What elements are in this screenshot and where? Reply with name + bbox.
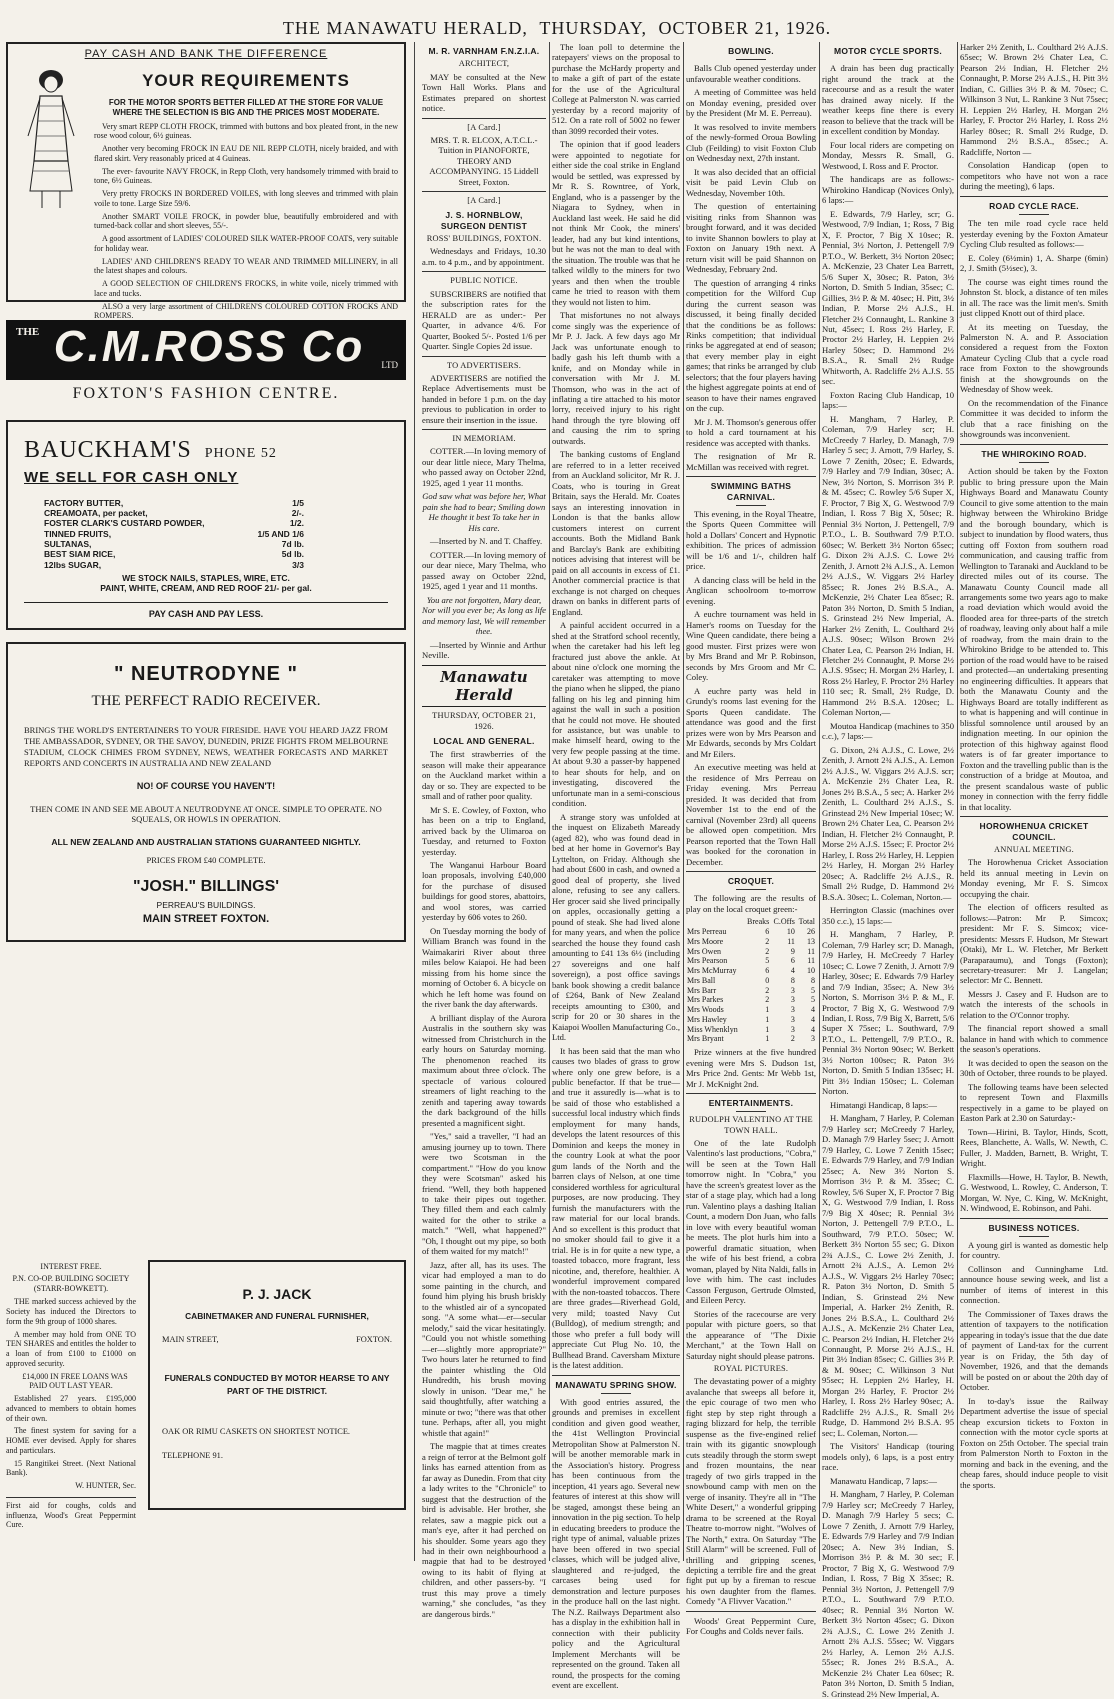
table-cell: 4 <box>811 1005 815 1015</box>
article-paragraph: A meeting of Committee was held on Monday evening, presided over by the President (Mr M. E. Perreau). <box>686 87 816 119</box>
column-rule <box>683 42 684 1561</box>
table-row <box>686 937 816 947</box>
table-cell: 3 <box>790 1005 795 1015</box>
bauckham-footer: PAY CASH AND PAY LESS. <box>148 608 264 619</box>
bauckham-staples: WE STOCK NAILS, STAPLES, WIRE, ETC. <box>122 573 290 584</box>
ross-the: THE <box>16 326 40 338</box>
cricket-subheading: ANNUAL MEETING. <box>994 844 1074 854</box>
table-cell: 10 <box>807 966 815 976</box>
table-cell: 9 <box>790 946 795 956</box>
bs-text: A member may hold from ONE TO TEN SHARES and entitles the holder to a loan of from £100 to £1000 on approved security. <box>6 1329 136 1368</box>
article-paragraph: The first strawberries of the season will make their appearance on the Auckland market within a day or so. They are expected to be small and of rather poor quality. <box>422 749 546 802</box>
neutrodyne-subtitle: THE PERFECT RADIO RECEIVER. <box>91 693 321 710</box>
article-paragraph: An executive meeting was held at the residence of Mrs Perreau on Friday evening. Mrs Perreau presided. It was decided that from November 1st to the end of the carnival (November 23rd) all queens be allowed open competition. Mrs Pearson reported that the Town Hall was booked for the coronation in December. <box>686 762 816 867</box>
memoriam-text: COTTER.—In loving memory of our dear niece, Mary Thelma, who passed away on October 22nd, 1925, aged 1 year and 11 months. <box>422 549 546 592</box>
card-label: [A Card.] <box>467 196 501 206</box>
cricket-heading: HOROWHENUA CRICKET COUNCIL. <box>979 821 1089 842</box>
article-paragraph: This evening, in the Royal Theatre, the Sports Queen Committee will hold a Dollars' Concert and Hypnotic exhibition. The prices of admission will be 1/6 and 1/-, children half price. <box>686 509 816 572</box>
table-cell: Mrs Owen <box>687 946 721 956</box>
article-paragraph: It was resolved to invite members of the newly-formed Oroua Bowling Club (Feilding) to visit Foxton Club on Wednesday next, 27th instant. <box>686 121 816 164</box>
bs-head: INTEREST FREE. <box>40 1262 102 1271</box>
table-cell: 1 <box>765 1034 770 1044</box>
bs-secretary: W. HUNTER, Sec. <box>75 1481 136 1490</box>
article-paragraph: H. Mangham, 7 Harley, P. Coleman, 7/9 Harley scr; H. McCreedy 7 Harley, D. Managh, 7/9 Harley 5 sec; J. Arnott, 7/9 Harley, S. Lowe 7 Zenith, 20sec; E. Edwards, 7/9 Harley and 7/9 Indian, 30sec; A. New, 3½ Norton, S. Morrison 3½ P. & M. 45sec; C. Rowley 5/6 Super X, F. Proctor, 7 Big X, G. Westwood 7/9 Indian, I. Ross 7 Big X, 50sec; R. Pennial 3½ Norton, J. Pettengell, 7/9 P.T.O., L. B. Southward 7/9 P.T.O. 60sec; W. Berkett 3½ Norton 65sec; G. Dixon 2¾ A.J.S. C. Lowe 2½ Zenith, J. Arnott 2¾ A.J.S., A. Lemon 2½ A.J.S., W. Viggars 2½ Harley 85sec; R. Jones 2½ B.S.A., A. McKenzie, 2½ Chater Lea 85sec; R. Paton 3½ Norton, D. Smith 5 Indian, S. Grinstead 2½ New Imperial, A. Harker 2½ Zenith, L. Coulthard 2½ A.J.S. 90sec; Wilson Brown 2½ Chater Lea, C. Pearson 2½ Indian, H. Fletcher 2½ Connaught, P. Morse 2½ A.J.S. 95sec; H. Morgan 2½ Harley, I. Ross 2½ Harley, F. Proctor 2½ Harley 110 sec; R. Small, 2½ Rudge, D. Hammond 2½ B.S.A. 120sec; L. Coleman Norton,— <box>822 413 954 718</box>
column-rule <box>549 42 550 1561</box>
jack-trade: CABINETMAKER AND FUNERAL FURNISHER, <box>185 1311 369 1322</box>
article-paragraph: Balls Club opened yesterday under unfavourable weather conditions. <box>686 63 816 84</box>
article-paragraph: It was also decided that an official visit be paid Levin Club on Wednesday, November 10th. <box>686 166 816 198</box>
jack-address <box>162 1335 392 1345</box>
table-row <box>686 1015 816 1025</box>
article-paragraph: A drain has been dug practically right around the track at the racecourse and as a result the water has drained away nicely. If the weather keeps fine there is every reason to believe that the track will be in excellent condition by Monday. <box>822 63 954 137</box>
advertisers-text: ADVERTISERS are notified the Replace Advertisements must be handed in before 1 p.m. on the day previous to publication in order to ensure their insertion in the issue. <box>422 372 546 425</box>
cash-advertisement <box>6 42 406 321</box>
ad-item: A good assortment of LADIES' COLOURED SILK WATER-PROOF COATS, very suitable for holiday wear. <box>94 234 398 253</box>
article-paragraph: The course was eight times round the Johnston St. block, a distance of ten miles in all. The race was the limit men's. Smith just clipped Knott out of third place. <box>960 276 1108 319</box>
advertisement-column <box>6 42 406 1561</box>
neutrodyne-building: PERREAU'S BUILDINGS. <box>156 899 256 910</box>
article-paragraph: A young girl is wanted as domestic help for country. <box>960 1240 1108 1261</box>
news-column-5 <box>822 42 954 1699</box>
divider <box>960 816 1108 817</box>
price-row <box>44 549 304 559</box>
public-notice-heading: PUBLIC NOTICE. <box>450 276 518 286</box>
bauckham-phone: PHONE 52 <box>204 446 277 461</box>
table-cell: 2 <box>765 946 770 956</box>
bs-text: Established 27 years. £195,000 advanced to members to obtain homes of their own. <box>6 1394 136 1423</box>
price-item-name: CREAMOATA, per packet, <box>44 507 148 518</box>
column-rule <box>957 42 958 1561</box>
price-row <box>44 498 304 508</box>
news-column-6 <box>960 42 1108 1561</box>
neutrodyne-question: NO! OF COURSE YOU HAVEN'T! <box>136 780 276 791</box>
divider <box>422 118 546 119</box>
neutrodyne-street: MAIN STREET FOXTON. <box>142 913 270 926</box>
table-row <box>686 927 816 937</box>
article-paragraph: Himatangi Handicap, 8 laps:— <box>830 1099 937 1110</box>
divider <box>6 1497 136 1498</box>
memoriam-text: COTTER.—In loving memory of our dear little niece, Mary Thelma, who passed away on October 22nd, 1925, aged 1 year 11 months. <box>422 446 546 488</box>
memoriam-heading: IN MEMORIAM. <box>452 434 516 444</box>
ad-items <box>94 122 398 322</box>
article-paragraph: One of the late Rudolph Valentino's last productions, "Cobra," will be seen at the Town Hall tomorrow night. In "Cobra," you have the screen's greatest lover as the star of a stage play, which had a long run. Valentino plays a dashing Italian Count, a modern Don Juan, who falls in love with every beautiful woman he meets. The plot hurls him into a powerful dramatic situation, when the wife of his best friend, a cobra woman, played by Nita Naldi, falls in love with him. The cast includes Casson Ferguson, Gertrude Olmsted, and Eileen Percy. <box>686 1137 816 1306</box>
price-row <box>44 560 304 570</box>
divider <box>960 1218 1108 1219</box>
article-paragraph: Harker 2½ Zenith, L. Coulthard 2½ A.J.S. 65sec; W. Brown 2½ Chater Lea, C. Pearson 2½ Indian, H. Fletcher 2½ Connaught, P. Morse 2½ A.J.S., H. Pitt 3½ Indian, C. Gillies 3½ P. & M. 70sec; C. Wilkinson 3 Nut, L. Rankine 3 Nut 75sec; H. Leppien 2½ Harley, H. Morgan 2½ Harley, F. Proctor 2½ Harley, I. Ross 2½ Harley 80sec; R. Small 2½ Rudge, D. Hammond 2½ B.S.A., 85sec.; A. Radcliffe, Norton — <box>960 42 1108 157</box>
article-paragraph: The Commissioner of Taxes draws the attention of taxpayers to the notification appearing in today's issue that the due date of payment of Land-tax for the current year is on Friday, the 5th day of November, 1926, and that the demands will be posted on or about the 20th day of October. <box>960 1308 1108 1393</box>
article-paragraph: The following are the results of play on the local croquet green:- <box>686 893 816 914</box>
ad-item: Very pretty FROCKS IN BORDERED VOILES, with long sleeves and trimmed with plain voile to tone. Large Size 59/6. <box>94 189 398 208</box>
table-row <box>686 1005 816 1015</box>
article-paragraph: On Tuesday morning the body of William Branch was found in the Waimakariri River about three miles below Kaiapoi. He had been missing from his home since the morning of October 6. A bicycle on which he left home was found on the river bank the day afterwards. <box>422 925 546 1010</box>
article-paragraph: That misfortunes no not always come singly was the experience of Mr P. J. Jack. A few days ago Mr Jack was unfortunate enough to badly gash his left thumb with a knife, and on Monday while in conversation with Mr J. M. Thomson, who was in the act of inflating a tire attached to his motor lorry, received injury to his right hand through the tyre blowing off and causing the rim to spring outwards. <box>552 310 680 446</box>
memoriam-verse: God saw what was before her, What pain she had to bear; Smiling down He thought it best To take her in His care. <box>422 491 546 533</box>
neutrodyne-body: BRINGS THE WORLD'S ENTERTAINERS TO YOUR FIRESIDE. HAVE YOU HEARD JAZZ FROM THE AMBASSADOR, SYDNEY, OR THE SAVOY, DUNEDIN, PRIZE FIGHTS FROM MELBOURNE STADIUM, CLOCK CHIMES FROM SYDNEY, NEWS, WEATHER FORECASTS AND MARKET REPORTS AND CONCERTS IN AUSTRALIA AND NEW ZEALAND <box>24 724 388 768</box>
article-paragraph: Foxton Racing Club Handicap, 10 laps:— <box>822 389 954 411</box>
divider <box>736 1111 766 1112</box>
masthead-date: OCTOBER 21, 1926. <box>658 18 832 38</box>
article-paragraph: The question of arranging 4 rinks competition for the Wilford Cup during the current season was discussed, it being finally decided that the conditions be as follows: Rinks competition; that individual rinks be aggregated at end of season; that every member play in eight games; that rinks be arranged by club selectors; that the four players having the highest aggregate points at end of season to have their names engraved on the cup. <box>686 277 816 414</box>
jack-advertisement <box>148 1260 406 1510</box>
business-notices-heading: BUSINESS NOTICES. <box>988 1222 1080 1233</box>
table-row <box>686 976 816 986</box>
neutrodyne-stations: ALL NEW ZEALAND AND AUSTRALIAN STATIONS GUARANTEED NIGHTLY. <box>51 836 361 847</box>
jack-street: MAIN STREET, <box>162 1335 219 1345</box>
article-paragraph: The opinion that if good leaders were appointed to negotiate for either side the coal strike in England would be settled, was expressed by Mr R. S. Rowntree, of York, England, who is a passenger by the Niagara to Sydney, when in Auckland last week. He said he did not think Mr Cook, the miners' leader, had any but kind intentions, but he was not the man to deal with the situation. The trouble was that he talked wildly to the miners for two years and then when the trouble came he tried to reason with them they would not listen to him. <box>552 139 680 307</box>
price-row <box>44 529 304 539</box>
article-paragraph: Four local riders are competing on Monday, Messrs R. Small, G. Westwood, I. Ross and F. Proctor. <box>822 139 954 171</box>
jack-name: P. J. JACK <box>242 1286 312 1302</box>
article-paragraph: The Wanganui Harbour Board loan proposals, involving £40,000 for the purchase of disused buildings for good stores, abattoirs, and wool stores, was carried yesterday by 606 votes to 260. <box>422 859 546 923</box>
divider <box>422 271 546 272</box>
article-paragraph: The magpie that at times creates a reign of terror at the Belmont golf links has earned attention from as far away as Dunedin. From that city a lady writes to the "Chronicle" to suggest that the destruction of the bird is advisable. Her brother, she relates, saw a magpie pick out a man's eye, after it had perched on his shoulder. Some years ago they had in their own neighbourhood a magpie that had to be destroyed owing to its habit of flying at children, and other passers-by. "I trust this may prove a timely warning," she concludes, "as they are dangerous birds." <box>422 1441 546 1619</box>
article-paragraph: The election of officers resulted as follows:—Patron: Mr P. Simcox; president: Mr F. S. Simcox; vice-presidents: Messrs F. Hudson, Mr Stewart (Otaki), Mr L. W. Fletcher, Mr Berkett (Paraparaumu), and Tongs (Foxton); secretary-treasurer: Mr J. Langelan; selector: Mr C. Bennett. <box>960 902 1108 986</box>
price-row <box>44 508 304 518</box>
table-cell: 2 <box>790 1034 795 1044</box>
bs-text: The finest system for saving for a HOME ever devised. Apply for shares and particulars. <box>6 1426 136 1455</box>
hornblow-hours: Wednesdays and Fridays, 10.30 a.m. to 4 p.m., and by appointment. <box>422 246 546 267</box>
divider <box>601 1393 631 1394</box>
column-rule <box>414 42 415 1561</box>
public-notice-text: SUBSCRIBERS are notified that the subscription rates for the HERALD are as under:- Per Quarter, in advance 4/6. For Quarter, Booked 5/-. Posted 1/6 per Quarter. Single Copies 2d issue. <box>422 288 546 352</box>
card-label: [A Card.] <box>467 122 501 132</box>
article-paragraph: Action should be taken by the Foxton public to bring pressure upon the Main Highways Board and Manawatu County Council to give some attention to the main highway between the Whirokino Bridge and the borough boundary, which is subject to inundation by flood waters, thus cutting off Foxton from southern road communication, and causing traffic from Wellington to Taranaki and Auckland to be directed miles out of its course. The Manawatu County Council made all arrangements some two years ago to make a road deviation which would avoid the flooded area for three-parts of the stretch of roadway, leaving only about half a mile of roadway, from the main drain to the Whirokino Bridge to be attended to. This portion of the road would have to be raised and protected—an undertaking presenting no engineering difficulties. It appears that both the Manawatu County and the Highways Board are totally indifferent as to what is happening and will continue in blissful somnolence until aroused by an indignation meeting. In our opinion the protection of this highway against flood waters is of far greater importance to Foxton and the travelling public than is the construction of a bridge at Moutoa, and the present scandalous waste of public money in connection with the ferry fiddle in that locality. <box>960 466 1108 812</box>
table-cell: 8 <box>811 975 815 985</box>
table-cell: 5 <box>811 995 815 1005</box>
article-paragraph: Mr J. M. Thomson's generous offer to hold a card tournament at his residence was accepted with thanks. <box>686 416 816 448</box>
croquet-table <box>686 917 816 1044</box>
article-paragraph: A painful accident occurred in a shed at the Stratford school recently, when the caretaker had his left leg fractured just above the ankle. At about nine o'clock one morning the caretaker was attempting to move the piano when he slipped, the piano falling on his leg and pinning him against the wall in such a position that he could not move. He shouted for assistance, but was unable to make himself heard, owing to the very few people passing at the time. At about 9.30 a passer-by happened to hear shouts for help, and on investigating, discovered the unfortunate man in a semi-conscious condition. <box>552 620 680 809</box>
article-paragraph: E. Edwards, 7/9 Harley, scr; G. Westwood, 7/9 Indian, 1; Ross, 7 Big X, F. Proctor, 7 Big X 10sec; R. Pennial, 3½ Norton, J. Pettengell 7/9 P.T.O., W. Berkett, 3½ Norton 20sec; A. McKenzie, 23 Chater Lea Barrett, 5/6 Super X, 30sec; R. Paton, 3½ Norton, D. Smith 5 Indian, 35sec; C. Gillies, 3½ P. & M. 40sec; H. Pitt, 3½ Indian, P. Morse 2½ A.J.S., H. Fletcher 2½ Connaught, L. Rankine 3 Nut, 45sec; I. Ross 2½ Harley, F. Proctor 2½ Harley, H. Leppien 2½ Harley 50sec; D. Hammond 2½ B.S.A., R. Small 2½ Rudge Whitworth, A. Radcliffe 2½ A.J.S. 55 sec. <box>822 208 954 387</box>
table-row <box>686 1025 816 1035</box>
table-row <box>686 966 816 976</box>
jack-caskets: OAK OR RIMU CASKETS ON SHORTEST NOTICE. <box>162 1427 351 1437</box>
table-cell: 3 <box>790 1014 795 1024</box>
price-row <box>44 518 304 528</box>
ad-intro: FOR THE MOTOR SPORTS BETTER FILLED AT THE STORE FOR VALUE WHERE THE SELECTION IS BIG AND THE PRICES MOST MODERATE. <box>108 98 384 117</box>
price-item-name: FOSTER CLARK'S CUSTARD POWDER, <box>44 518 205 529</box>
paper-nameplate: Manawatu Herald <box>422 665 546 708</box>
table-cell: 4 <box>811 1024 815 1034</box>
hornblow-name: J. S. HORNBLOW, SURGEON DENTIST <box>440 210 528 231</box>
jack-funeral: FUNERALS CONDUCTED BY MOTOR HEARSE TO ANY PART OF THE DISTRICT. <box>164 1372 390 1397</box>
table-cell: 5 <box>811 985 815 995</box>
divider <box>552 1375 680 1376</box>
table-header-cell: Breaks <box>747 917 770 927</box>
table-cell: 1 <box>765 1005 770 1015</box>
divider <box>24 602 388 603</box>
article-paragraph: Flaxmills—Howe, H. Taylor, B. Newth, G. Westwood, L. Rowley, C. Anderson, T. Morgan, W. Nye, C. King, W. McKnight, N. Windwood, E. Robinson, and Pahi. <box>960 1171 1108 1214</box>
bs-text: THE marked success achieved by the Society has induced the Directors to form the 9th group of 1000 shares. <box>6 1297 136 1326</box>
article-paragraph: At its meeting on Tuesday, the Palmerston N. A. and P. Association considered a request from the Foxton Amateur Cycling Club that a cycle road race from Foxton to the showgrounds finish at the showgrounds on the Wednesday of Show week. <box>960 321 1108 395</box>
article-paragraph: It was decided to open the season on the 30th of October, three rounds to be played. <box>960 1057 1108 1079</box>
bowling-heading: BOWLING. <box>728 46 774 56</box>
price-item-name: FACTORY BUTTER, <box>44 497 124 508</box>
divider <box>736 889 766 890</box>
table-header-cell: C.Offs <box>773 917 795 927</box>
jack-telephone: TELEPHONE 91. <box>162 1451 223 1461</box>
article-paragraph: Town—Hirini, B. Taylor, Hinds, Scott, Rees, Blanchette, A. Walls, W. Newth, C. Fuller, J. Madden, Barnett, B. Wright, T. Wright. <box>960 1126 1108 1169</box>
article-paragraph: The ten mile road cycle race held yesterday evening by the Foxton Amateur Cycling Club resulted as follows:— <box>960 218 1108 250</box>
article-paragraph: The following teams have been selected to represent Town and Flaxmills respectively in a game to be played on Easton Park at 2.30 on Saturday:- <box>960 1081 1108 1124</box>
table-cell: 13 <box>807 936 815 946</box>
article-paragraph: G. Dixon, 2¾ A.J.S., C. Lowe, 2½ Zenith, J. Arnott 2¾ A.J.S., A. Lemon 2½ A.J.S., W. Viggars 2½ A.J.S. scr; A. McKenzie 2½ Chater Lea, R. Jones 2½ B.S.A., 5 sec; A. Harker 2½ Zenith, L. Coulthard 2½ A.J.S., S. Grinstead 2½ New Imperial 10sec; W. Brown 2½ Chater Lea, C. Pearson 2½ Indian, H. Fletcher 2½ Connaught, P. Morse 2½ A.J.S. 15sec; F. Proctor 2½ Harley, I. Ross 2½ Harley, H. Leppien 2½ Harley, H. Morgan 2½ Harley 20sec; A. Radcliffe 2½ A.J.S., R. Small 2½ Rudge, D. Hammond 2½ B.S.A. 30sec; L. Coleman, Norton.— <box>822 744 954 902</box>
article-paragraph: The banking customs of England are referred to in a letter received from an Auckland solicitor, Mr R. J. Coats, who is touring in Great Britain, says the Herald. Mr. Coates says an interesting innovation in London is that the banks allow customers interest on current accounts. Both the Midland Bank and Barclay's Bank are exhibiting notices advising that interest will be paid on all accounts in excess of £1. Another commercial practice is that exchange is not charged on cheques drawn on banks in different parts of England. <box>552 449 680 617</box>
table-row <box>686 947 816 957</box>
neutrodyne-price: PRICES FROM £40 COMPLETE. <box>146 855 266 866</box>
article-paragraph: H. Mangham, 7 Harley, P. Coleman, 7/9 Harley scr; D. Managh, 7/9 Harley, H. McCreedy 7 Harley 10sec; C. Lowe 7 Zenith, J. Arnott 7/9 Harley, 30sec; E. Edwards 7/9 Harley and 7/9 Indian, 35sec; A. New 3½ Norton, S. Morrison 3½ P. & M., F. Proctor, 7 Big X, G. Westwood 7/9 Indian, I. Ross, 7/9 Big X, Barrett, 5/6 Super X 75sec; L. Southward, 7/9 P.T.O., L. Pettengell, 7/9 P.T.O., R. Pennial 3½ Norton 90sec; W. Berkett 3½ Norton 100sec; R. Paton 3½ Norton, D. Smith 5 Indian 135sec; H. Pitt 3½ Indian 150sec; L. Coleman Norton. <box>822 929 954 1097</box>
article-paragraph: The devastating power of a mighty avalanche that sweeps all before it, the epic courage of two men who fight step by step right through a raging blizzard for help, the terrible suspense as the five-engined relief train with its gigantic snowplough cuts steadily through the storm swept and frozen mountains, the near tragedy of two girls trapped in the snowbound camp with men on the verge of insanity. They're all in "The White Desert," a wonderful gripping drama to be screened at the Royal Theatre to-morrow night. "Wolves of The North," extra. On Saturday "The Still Alarm" will be screened. Full of thrilling and gripping scenes, depicting a terrible fire and the great fight put up by a fireman to rescue his own daughter from the flames. Comedy "A Flivver Vacation." <box>686 1376 816 1607</box>
table-cell: Mrs McMurray <box>687 966 737 976</box>
memoriam-inserted: —Inserted by N. and T. Chaffey. <box>430 536 543 547</box>
table-cell: 5 <box>765 956 770 966</box>
jack-town: FOXTON. <box>356 1335 392 1345</box>
article-paragraph: The financial report showed a small balance in hand with which to commence the season's operations. <box>960 1023 1108 1055</box>
ross-advertisement <box>6 320 406 408</box>
bauckham-title <box>24 436 388 465</box>
woods-notice: Woods' Great Peppermint Cure, For Coughs and Colds never fails. <box>686 1615 816 1637</box>
masthead <box>0 18 1114 39</box>
news-column-3 <box>552 42 680 1690</box>
table-cell: 11 <box>807 956 815 966</box>
bauckham-advertisement <box>6 420 406 630</box>
article-paragraph: Prize winners at the five hundred evening were Mrs S. Dudson 1st, Mrs Price 2nd. Gents: Mr Webb 1st, Mr J. McKnight 2nd. <box>686 1047 816 1089</box>
price-item-price: 5d lb. <box>281 549 304 560</box>
local-general-heading: LOCAL AND GENERAL. <box>433 735 535 746</box>
table-cell: 1 <box>765 1014 770 1024</box>
divider <box>422 356 546 357</box>
table-cell: Mrs Bryant <box>687 1034 724 1044</box>
divider <box>960 444 1108 445</box>
entertainments-subheading: RUDOLPH VALENTINO AT THE TOWN HALL. <box>689 1115 813 1135</box>
table-cell: 3 <box>790 985 795 995</box>
divider <box>1019 214 1049 215</box>
divider <box>422 429 546 430</box>
table-header-cell <box>686 917 744 927</box>
entertainments-heading: ENTERTAINMENTS. <box>708 1098 794 1108</box>
table-row <box>686 956 816 966</box>
neutrodyne-advertisement <box>6 642 406 942</box>
article-paragraph: A strange story was unfolded at the inquest on Elizabeth Maready (aged 82), who was found dead in bed at her home in Governor's Bay Lyttelton, on Friday. Although she had about £600 in cash, and owned a good deal of property, she lived alone, refusing to see any callers. Her grocer said she lived principally on apples, occasionally getting a pound of steak. She had lived alone for many years, and when the police searched the house they found cash amounting to £41 13s 6½ (including 27 sovereigns and one half sovereign), a post office savings bank book showing a credit balance of £264, Bank of New Zealand receipts amounting to £300, and scrip for 20 or 30 shares in the Kaiapoi Woollen Manufacturing Co., Ltd. <box>552 811 680 1043</box>
ross-ltd: LTD <box>381 360 398 370</box>
ad-banner: PAY CASH AND BANK THE DIFFERENCE <box>84 48 328 60</box>
ad-item: A GOOD SELECTION OF CHILDREN'S FROCKS, in white voile, nicely trimmed with lace and tucks. <box>94 279 398 298</box>
whirokino-heading: THE WHIROKINO ROAD. <box>981 448 1087 459</box>
table-cell: 3 <box>790 1024 795 1034</box>
bs-org: P.N. CO-OP. BUILDING SOCIETY (STARR-BOWKETT). <box>12 1273 130 1293</box>
news-column-2 <box>422 42 546 1619</box>
ad-item: Another very becoming FROCK IN EAU DE NIL REPP CLOTH, nicely braided, and with flared skirt. Very reasonably priced at 4 Guineas. <box>94 144 398 163</box>
divider <box>686 1093 816 1094</box>
table-cell: 2 <box>765 936 770 946</box>
article-paragraph: "Yes," said a traveller, "I had an amusing journey up to town. There were two Scotsman in the compartment." "How do you know they were Scotsman" asked his friend. "Well, they both happened to take their pipes out together. They filled them and each calmly waited for the other to strike a match." "Well, what happened?" "Oh, I thought out my pipe, so both of them waited for my match!" <box>422 1131 546 1257</box>
ad-item: Very smart REPP CLOTH FROCK, trimmed with buttons and box pleated front, in the new rose wood colour, 6½ guineas. <box>94 121 398 141</box>
croquet-heading: CROQUET. <box>727 875 775 886</box>
neutrodyne-title: " NEUTRODYNE " <box>113 663 299 685</box>
article-paragraph: Manawatu Handicap, 7 laps:— <box>830 1475 937 1486</box>
price-item-price: 1/5 <box>292 497 304 508</box>
fashion-lady-illustration <box>20 66 82 216</box>
divider <box>686 476 816 477</box>
table-cell: 10 <box>786 927 795 937</box>
divider <box>873 59 903 60</box>
table-cell: 6 <box>765 966 770 976</box>
table-cell: Mrs Pearson <box>687 956 728 966</box>
table-cell: 4 <box>811 1014 815 1024</box>
bs-footer: First aid for coughs, colds and influenza, Wood's Great Peppermint Cure. <box>6 1500 136 1530</box>
table-cell: 4 <box>790 966 795 976</box>
divider <box>1019 462 1049 463</box>
ad-title: YOUR REQUIREMENTS <box>142 71 350 91</box>
varnham-title: ARCHITECT, <box>458 59 510 69</box>
article-paragraph: Consolation Handicap (open to competitors who have not won a race during the meeting), 6 laps. <box>960 160 1108 192</box>
ad-item: ALSO a very large assortment of CHILDREN'S COLOURED COTTON FROCKS AND ROMPERS. <box>94 301 398 321</box>
price-item-price: 2/-. <box>291 507 304 518</box>
article-paragraph: It has been said that the man who causes two blades of grass to grow where only one grew before, is a public benefactor. If that be true—and true it assuredly is—what is to be said of those who established a successful local industry which finds employment for many hands, develops the latent resources of this Dominion and keeps the money in the country Look at what the poor gum lands of the North and the barren clays of Nelson, at one time considered worthless for agricultural purposes, are now producing. They furnish the manufacturers with the raw material for our local brands. And so excellent is this product that no smoker should fail to give it a trial. He is in for quite a new type, a toasted tobacco, more fragrant, less nicotine, and, therefore, healthier. A wonderful improvement compared with the non-toasted tobaccos. There are three grades—Riverhead Gold, very mild; toasted Navy Cut (Bulldog), of medium strength; and those who prefer a full body will appreciate Cut Plug No. 10, the Bullhead Brand. Caversham Mixture is the latest addition. <box>552 1045 680 1371</box>
table-cell: 11 <box>787 936 795 946</box>
news-column-4 <box>686 42 816 1637</box>
ad-item: Another SMART VOILE FROCK, in powder blue, beautifully embroidered and with turned-back collar and short sleeves, 55/-. <box>94 211 398 231</box>
column-rule <box>819 42 820 1561</box>
price-item-price: 1/2. <box>289 518 304 529</box>
article-paragraph: H. Mangham, 7 Harley, P. Coleman 7/9 Harley scr; McCreedy 7 Harley, D. Managh 7/9 Harley 5 secs; C. Lowe 7 Zenith, J. Arnott 7/9 Harley, E. Edwards 7/9 Harley and 7/9 Indian 20sec; A. New 3½ Indian, S. Morrison 3½ P. & M. 30 sec; F. Proctor, 7 Big X, G. Westwood 7/9 Indian, I. Ross, 7 Big X 35sec; R. Pennial 3½ Norton, J. Pettengell 7/9 P.T.O., L. Southward 7/9 P.T.O. 40sec; R. Pennial 3½ Norton W. Berkett 3½ Norton 45sec; G. Dixon 2¾ A.J.S., C. Lowe 2½ Zenith J. Arnott 2¾ A.J.S. 55sec; W. Viggars 2½ Harley, A. Lemon 2½ A.J.S. 55sec; R. Jones 2½ B.S.A., A. McKenzie 2½ Chater Lea 60sec; R. Paton 3½ Norton, D. Smith 5 Indian, S. Grinstead 2½ New Imperial, A. <box>822 1489 954 1699</box>
table-cell: Mrs Woods <box>687 1005 724 1015</box>
varnham-name: M. R. VARNHAM F.N.Z.I.A. <box>428 46 540 56</box>
bauckham-name: BAUCKHAM'S <box>24 437 192 463</box>
swimming-heading: SWIMMING BATHS CARNIVAL. <box>710 481 792 502</box>
table-cell: Miss Whenklyn <box>687 1024 738 1034</box>
article-paragraph: Herrington Classic (machines over 350 c.c.), 15 laps:— <box>822 905 954 926</box>
table-cell: 2 <box>765 985 770 995</box>
table-cell: 6 <box>765 927 770 937</box>
article-paragraph: Messrs J. Casey and F. Hudson are to watch the interests of the schools in relation to the O'Connor trophy. <box>960 988 1108 1020</box>
table-row <box>686 986 816 996</box>
table-cell: Mrs Moore <box>687 936 724 946</box>
spring-show-heading: MANAWATU SPRING SHOW. <box>555 1379 677 1390</box>
issue-date: THURSDAY, OCTOBER 21, 1926. <box>432 711 536 731</box>
table-row <box>686 995 816 1005</box>
article-paragraph: On the recommendation of the Finance Committee it was decided to inform the club that a race finishing on the showgrounds was inconvenient. <box>960 397 1108 440</box>
table-cell: 11 <box>807 946 815 956</box>
table-cell: Mrs Parkes <box>687 995 724 1005</box>
bauckham-paint: PAINT, WHITE, CREAM, AND RED ROOF 21/- per gal. <box>100 583 312 594</box>
article-paragraph: Stories of the racecourse are very popular with picture goers, so that the appearance of "The Dixie Merchant," at the Town Hall on Saturday night should please patrons. <box>686 1308 816 1361</box>
article-paragraph: The handicaps are as follows:- Whirokino Handicap (Novices Only), 6 laps:— <box>822 174 954 206</box>
article-paragraph: With good entries assured, the grounds and premises in excellent condition and given good weather, the 41st Wellington Provincial Metropolitan Show at Palmerston N. will be another memorable mark in the Association's history. Progress has been continuous from the inception, 41 years ago. Several new features of interest at this show will be staged, amongst these being an innovation in the pig section. To help in educating breeders to produce the right type of animal, valuable prizes have been offered in two special classes, which will be judged alive, slaughtered and re-judged, the carcases being used for demonstration and lecture purposes in the produce hall on the last night. The N.Z. Railways Department also has a display in the exhibition hall in connection with their publicity policy and the Agricultural Implement Merchants will be represented on the ground. Taken all round, the prospects for the coming event are excellent. <box>552 1396 680 1690</box>
ross-tagline: FOXTON'S FASHION CENTRE. <box>72 385 340 402</box>
bs-text: £14,000 IN FREE LOANS WAS PAID OUT LAST YEAR. <box>22 1371 128 1391</box>
article-paragraph: A euchre party was held in Grundy's rooms last evening for the Sports Queen candidate. The attendance was good and the first prizes were won by Mrs Pearson and Mr Edwards, seconds by Mrs Coldart and Mr Eilers. <box>686 685 816 759</box>
article-paragraph: The Horowhenua Cricket Association held its annual meeting in Levin on Monday evening, Mr F. S. Simcox occupying the chair. <box>960 857 1108 899</box>
table-cell: Mrs Perreau <box>687 927 727 937</box>
price-item-name: BEST SIAM RICE, <box>44 549 116 560</box>
divider <box>1019 1236 1049 1237</box>
price-row <box>44 539 304 549</box>
article-paragraph: The Visitors' Handicap (touring models only), 6 laps, is a post entry race. <box>822 1441 954 1473</box>
table-cell: Mrs Ball <box>687 975 716 985</box>
advertisers-heading: TO ADVERTISERS. <box>446 360 521 370</box>
elcox-card: MRS. T. R. ELCOX, A.T.C.L.- Tuition in PIANOFORTE, THEORY AND ACCOMPANYING. 15 Liddell Street, Foxton. <box>429 134 539 187</box>
masthead-paper: THE MANAWATU HERALD, <box>282 18 528 38</box>
table-cell: Mrs Hawley <box>687 1014 727 1024</box>
royal-pictures-heading: ROYAL PICTURES. <box>713 1364 789 1374</box>
price-item-name: TINNED FRUITS, <box>44 528 112 539</box>
price-item-price: 7d lb. <box>281 539 304 549</box>
divider <box>960 196 1108 197</box>
hornblow-address: ROSS' BUILDINGS, FOXTON. <box>426 234 542 244</box>
article-paragraph: Jazz, after all, has its uses. The vicar had employed a man to do some painting in the church, and found him plying his brush briskly to the whistled air of a syncopated song. "A some what—er—secular melody," said the vicar hesitatingly. "Could you not whistle something—er—slightly more appropriate?" Two hours later he returned to find the painter whistling the Old Hundredth, his brush moving slowly in unison. "Dear me," he said thoughtfully, after watching a minute or two; "there was that other tune. Perhaps, after all, you might whistle that again!" <box>422 1259 546 1438</box>
divider <box>736 505 766 506</box>
varnham-text: MAY be consulted at the New Town Hall Works. Plans and Estimates prepared on shortest notice. <box>422 71 546 114</box>
price-item-name: SULTANAS, <box>44 539 92 549</box>
table-cell: Mrs Barr <box>687 985 717 995</box>
table-header-row <box>686 917 816 927</box>
table-cell: 6 <box>790 956 795 966</box>
divider <box>686 1611 816 1612</box>
article-paragraph: In to-day's issue the Railway Department advertise the issue of special cheap excursion tickets to Foxton in connection with the motor cycle sports at Foxton on 25th October. The special train from Palmerston North to Foxton in the morning and back in the evening, and the cheap fares, should induce people to visit the sports. <box>960 1395 1108 1490</box>
masthead-day: THURSDAY, <box>539 18 647 38</box>
table-cell: 0 <box>765 975 770 985</box>
table-cell: 1 <box>765 1024 770 1034</box>
divider <box>422 191 546 192</box>
motor-cycle-heading: MOTOR CYCLE SPORTS. <box>833 46 943 56</box>
table-row <box>686 1034 816 1044</box>
neutrodyne-dealer: "JOSH." BILLINGS' <box>132 878 280 896</box>
article-paragraph: Collinson and Cunninghame Ltd. announce house sewing week, and list a number of items of interest in this connection. <box>960 1263 1108 1306</box>
road-cycle-heading: ROAD CYCLE RACE. <box>989 200 1079 211</box>
article-paragraph: Moutoa Handicap (machines to 350 c.c.), 7 laps:— <box>822 720 954 742</box>
table-header-cell: Total <box>798 917 815 927</box>
memoriam-verse: You are not forgotten, Mary dear, Nor will you ever be; As long as life and memory last, We will remember thee. <box>422 594 546 637</box>
table-cell: 3 <box>790 995 795 1005</box>
article-paragraph: H. Mangham, 7 Harley, P. Coleman 7/9 Harley scr; McCreedy 7 Harley, D. Managh 7/9 Harley 5sec; J. Arnott 7/9 Harley, C. Lowe 7 Zenith 15sec; E. Edwards 7/9 Harley, and 7/9 Indian 25sec; A. New 3½ Norton S. Morrison 3½ P. & M. 35sec; C. Rowley, 5/6 Super X, F. Proctor 7 Big X, G. Westwood 7/9 Indian, I. Ross 7/9 Big X 40sec; R. Pennial 3½ Norton, J. Pettengell 7/9 P.T.O., L. Southward, 7/9 P.T.O. 50sec; W. Berkett 3½ Norton 55 sec; G. Dixon 2¾ A.J.S., C. Lowe 2½ Zenith, J. Arnott 2¾ A.J.S., A. Lemon 2½ A.J.S., W. Viggars 2½ Harley 70sec; R. Paton 3½ Norton, D. Smith 5 Indian, S. Grinstead 2½ New Imperial, A. Harker 2½ Zenith, R. Jones 2½ B.S.A., L. Coulthard 2½ A.J.S., A. McKenzie 2½ Chater Lea, C. Pearson 2½ Indian, H. Fletcher 2½ Connaught, P. Morse 2½ A.J.S., H. Pitt 3½ Indian 85sec; C. Gillies 3½ P. & M. 90sec; C. Wilkinson 3 Nut 95sec; H. Leppien 2½ Harley, H. Morgan 2½ Harley, F. Proctor 2½ Harley, I. Ross 2½ Harley 90sec; A. Radcliffe 2½ A.J.S., R. Small 2½ Rudge, D. Hammond 2½ B.S.A. 95 sec; L. Coleman, Norton.— <box>822 1113 954 1438</box>
article-paragraph: A brilliant display of the Aurora Australis in the southern sky was witnessed from Christchurch in the early hours on Saturday morning. The phenomenon reached its maximum about three o'clock. The spectacle of various coloured streamers of light reaching to the zenith and tapering away towards the dark background of the hills presented a magnificent sight. <box>422 1012 546 1128</box>
neutrodyne-call: THEN COME IN AND SEE ME ABOUT A NEUTRODYNE AT ONCE. SIMPLE TO OPERATE. NO SQUEALS, OR HOWLS IN OPERATION. <box>30 803 382 825</box>
bauckham-price-list <box>44 498 304 571</box>
divider <box>736 59 766 60</box>
bs-text: 15 Rangitikei Street. (Next National Bank). <box>6 1458 136 1478</box>
building-society-notice <box>6 1262 136 1530</box>
table-cell: 3 <box>811 1034 815 1044</box>
article-paragraph: Mr S. E. Cowley, of Foxton, who has been on a trip to England, arrived back by the Ulimaroa on Tuesday, and returned to Foxton yesterday. <box>422 804 546 857</box>
article-paragraph: A dancing class will be held in the Anglican schoolroom to-morrow evening. <box>686 574 816 606</box>
article-paragraph: A euchre tournament was held in Hamer's rooms on Tuesday for the Wine Queen candidate, there being a good muster. First prizes were won by Mrs Brand and Mr P. Robinson, seconds by Mrs Groom and Mr C. Coley. <box>686 609 816 683</box>
bauckham-slogan: WE SELL FOR CASH ONLY <box>24 469 239 487</box>
article-paragraph: E. Coley (6½min) 1, A. Sharpe (6min) 2, J. Smith (5½sec), 3. <box>960 252 1108 274</box>
ad-item: The ever- favourite NAVY FROCK, in Repp Cloth, very handsomely trimmed with braid to tone, 6½ Guineas. <box>94 166 398 186</box>
table-cell: 8 <box>790 975 795 985</box>
article-paragraph: The resignation of Mr R. McMillan was received with regret. <box>686 451 816 472</box>
divider <box>686 871 816 872</box>
price-item-price: 1/5 AND 1/6 <box>257 528 304 539</box>
table-cell: 26 <box>807 927 815 937</box>
ross-logo: C.M.ROSS Co <box>53 322 365 371</box>
article-paragraph: The question of entertaining visiting rinks from Shannon was brought forward, and it was decided to invite Shannon bowlers to play at Foxton on January 19th next. A return visit will be paid Shannon on Wednesday, February 2nd. <box>686 201 816 275</box>
price-item-price: 3/3 <box>292 559 304 570</box>
ad-item: LADIES' AND CHILDREN'S READY TO WEAR AND TRIMMED MILLINERY, in all the latest shapes and colours. <box>94 256 398 276</box>
table-cell: 2 <box>765 995 770 1005</box>
article-paragraph: The loan poll to determine the ratepayers' views on the proposal to purchase the McHardy property and to make a gift of part of the estate for the use of the Agricultural College at Palmerston N. was carried yesterday by a record majority of 512. On a rate roll of 5002 no fewer than 3099 recorded their votes. <box>552 42 680 136</box>
memoriam-inserted: —Inserted by Winnie and Arthur Neville. <box>422 639 546 661</box>
price-item-name: 12lbs SUGAR, <box>44 559 102 570</box>
